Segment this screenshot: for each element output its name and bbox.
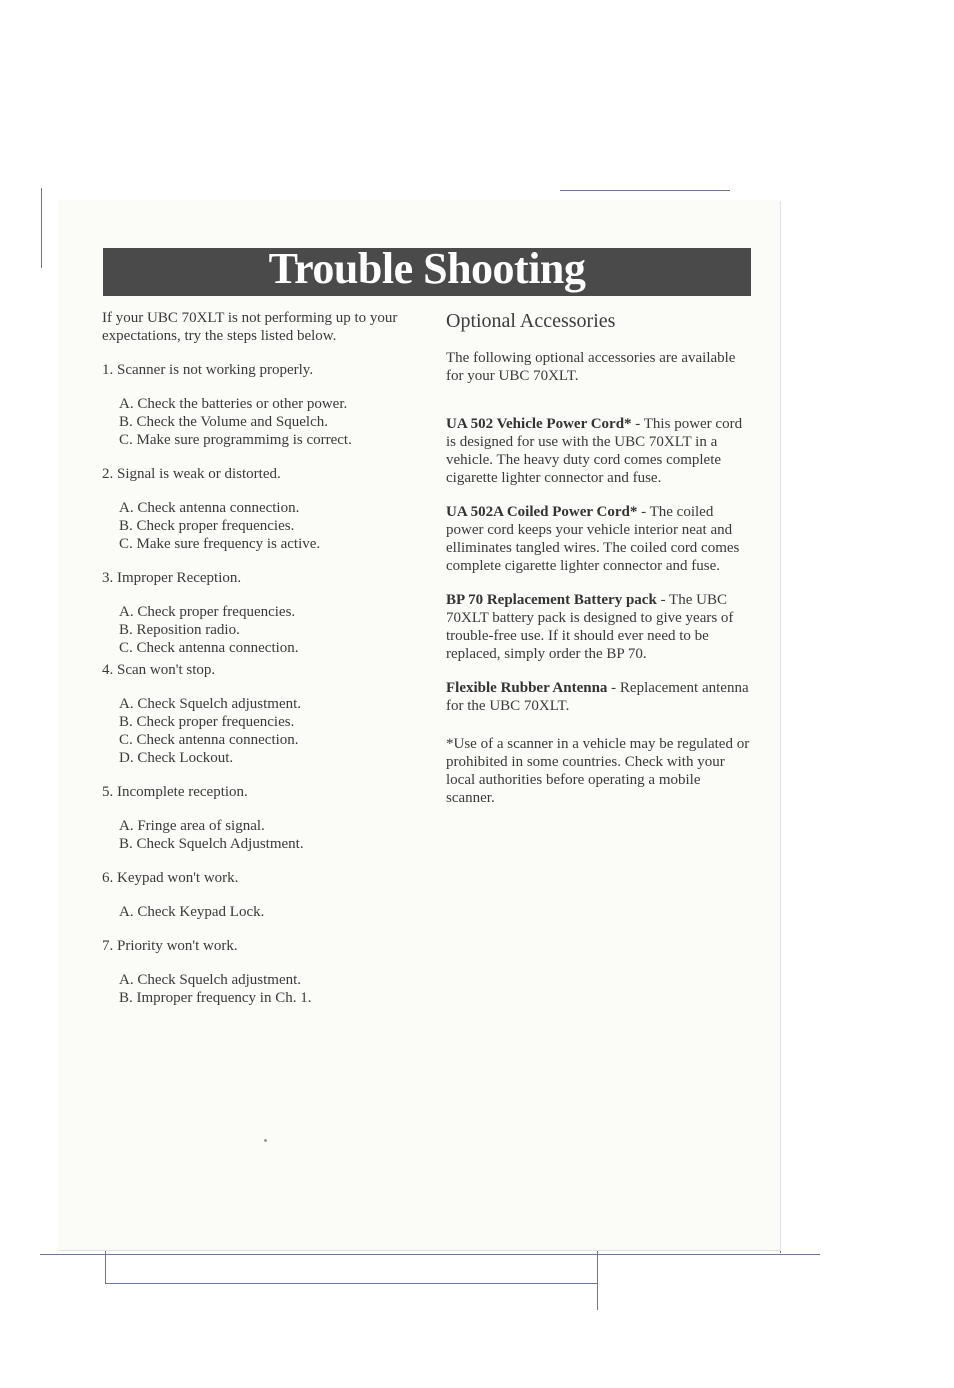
accessory-item [446,679,751,715]
accessory-description: - The UBC 70XLT battery pack is designed to give years of trouble-free use. If it should ever need to be replaced, simply order the BP 70. [446,592,734,662]
problem-title: 4. Scan won't stop. [102,662,216,678]
accessory-description: - The coiled power cord keeps your vehicle interior neat and elliminates tangled wires. The coiled cord comes complete cigarette lighter connector and fuse. [446,504,740,574]
problem-4 [102,661,432,767]
troubleshooting-column [102,309,432,1023]
step-item: A. Check Squelch adjustment. [119,696,302,712]
step-item: C. Check antenna connection. [119,640,299,656]
step-item: B. Check Squelch Adjustment. [119,836,304,852]
problem-2 [102,465,432,553]
accessory-name: UA 502A Coiled Power Cord* [446,504,638,520]
accessories-intro: The following optional accessories are available for your UBC 70XLT. [446,350,736,384]
problem-5 [102,783,432,853]
step-item: B. Check proper frequencies. [119,714,295,730]
step-item: B. Improper frequency in Ch. 1. [119,990,312,1006]
page-title: Trouble Shooting [268,244,586,293]
title-banner [103,244,751,296]
accessories-heading: Optional Accessories [446,310,616,332]
step-item: A. Check Squelch adjustment. [119,972,302,988]
problem-title: 7. Priority won't work. [102,938,238,954]
step-item: D. Check Lockout. [119,750,234,766]
step-item: A. Check proper frequencies. [119,604,296,620]
scan-line-left [41,188,42,268]
problem-7 [102,937,432,1007]
accessory-item [446,503,751,575]
footnote: *Use of a scanner in a vehicle may be regulated or prohibited in some countries. Check with your local authorities before operating a mobile scanner. [446,736,750,806]
accessory-description: - Replacement antenna for the UBC 70XLT. [446,680,749,714]
step-item: B. Check proper frequencies. [119,518,295,534]
step-item: B. Check the Volume and Squelch. [119,414,329,430]
step-item: C. Make sure frequency is active. [119,536,321,552]
problem-3 [102,569,432,657]
scan-line-right [780,203,781,1253]
step-item: C. Check antenna connection. [119,732,299,748]
scan-line-bottom [40,1254,820,1255]
accessory-name: UA 502 Vehicle Power Cord* [446,416,632,432]
problem-title: 6. Keypad won't work. [102,870,239,886]
step-item: A. Check the batteries or other power. [119,396,348,412]
accessory-name: Flexible Rubber Antenna [446,680,608,696]
scan-speck [264,1139,267,1142]
scan-line-top-2 [560,190,730,191]
problem-title: 5. Incomplete reception. [102,784,248,800]
step-item: A. Fringe area of signal. [119,818,265,834]
accessories-column [446,309,751,807]
problem-title: 3. Improper Reception. [102,570,242,586]
step-item: A. Check antenna connection. [119,500,300,516]
problem-1 [102,361,432,449]
problem-title: 2. Signal is weak or distorted. [102,466,281,482]
step-item: B. Reposition radio. [119,622,240,638]
problem-title: 1. Scanner is not working properly. [102,362,314,378]
step-item: A. Check Keypad Lock. [119,904,265,920]
problem-6 [102,869,432,921]
scan-line-bottom-right [597,1250,598,1310]
scan-line-bottom-left [105,1250,106,1284]
accessory-item [446,591,751,663]
accessory-item [446,415,751,487]
scan-line-bottom-2 [105,1283,598,1284]
accessory-name: BP 70 Replacement Battery pack [446,592,657,608]
accessory-description: - This power cord is designed for use with the UBC 70XLT in a vehicle. The heavy duty cord comes complete cigarette lighter connector and fuse. [446,416,743,486]
step-item: C. Make sure programmimg is correct. [119,432,352,448]
troubleshooting-intro: If your UBC 70XLT is not performing up to your expectations, try the steps listed below. [102,310,398,344]
